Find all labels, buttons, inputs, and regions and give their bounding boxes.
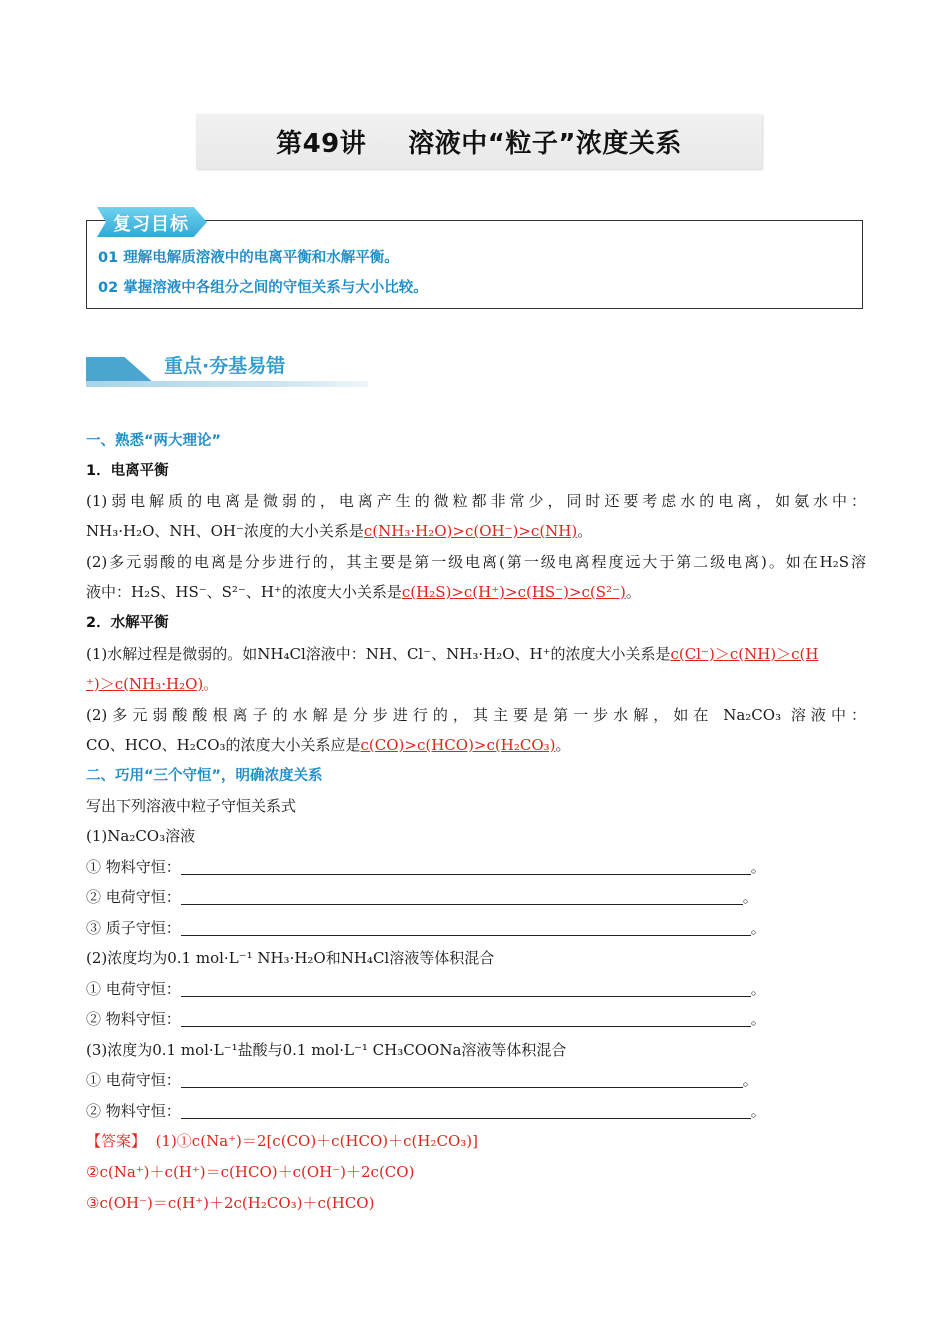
part1-p4-line2 — [86, 735, 866, 755]
q3-charge-line — [86, 1070, 866, 1090]
page-title — [276, 123, 682, 160]
part1-p1-line2 — [86, 521, 866, 541]
question-3: (3)浓度为0.1 mol·L⁻¹盐酸与0.1 mol·L⁻¹ CH₃COONa溶液等体积混合 — [86, 1041, 567, 1059]
p3-answer-a: c(Cl⁻)＞c(NH)＞c(H — [670, 645, 819, 663]
part1-sub-hydrolysis: 2．水解平衡 — [86, 615, 169, 631]
title-band — [196, 114, 762, 169]
part1-heading: 一、熟悉“两大理论” — [86, 433, 222, 449]
lecture-topic: 溶液中“粒子”浓度关系 — [408, 129, 682, 159]
answer-blank[interactable] — [181, 1072, 743, 1088]
q2-charge-line — [86, 979, 866, 999]
q1-proton-line — [86, 918, 866, 938]
question-2: (2)浓度均为0.1 mol·L⁻¹ NH₃·H₂O和NH₄Cl溶液等体积混合 — [86, 949, 495, 967]
p4-answer: c(CO)>c(HCO)>c(H₂CO₃) — [360, 736, 556, 754]
q1-charge-line — [86, 887, 866, 907]
part1-sub-ionization: 1．电离平衡 — [86, 463, 169, 479]
review-goals-tag — [97, 207, 217, 237]
answer-blank[interactable] — [181, 859, 751, 875]
part2-intro: 写出下列溶液中粒子守恒关系式 — [86, 797, 297, 815]
answer-blank[interactable] — [181, 889, 743, 905]
answer-line-2: ②c(Na⁺)＋c(H⁺)＝c(HCO)＋c(OH⁻)＋2c(CO) — [86, 1163, 415, 1181]
part1-p4-line1: (2)多元弱酸酸根离子的水解是分步进行的，其主要是第一步水解，如在 Na₂CO₃ 溶液中： — [86, 706, 866, 724]
q1-item-label: ① 物料守恒： — [86, 858, 181, 876]
p4-text: CO、HCO、H₂CO₃的浓度大小关系应是 — [86, 736, 361, 754]
p3-answer-b: ⁺)＞c(NH₃·H₂O) — [86, 675, 204, 693]
end-mark: 。 — [750, 1010, 766, 1028]
p2-answer: c(H₂S)>c(H⁺)>c(HS⁻)>c(S²⁻) — [401, 583, 626, 601]
answer-blank[interactable] — [181, 981, 751, 997]
answer-line-1 — [86, 1131, 866, 1151]
part1-p1-line1: (1)弱电解质的电离是微弱的，电离产生的微粒都非常少，同时还要考虑水的电离，如氨水中： — [86, 492, 866, 510]
p2-text: 液中：H₂S、HS⁻、S²⁻、H⁺的浓度大小关系是 — [86, 583, 402, 601]
end-mark: 。 — [750, 980, 766, 998]
q3-item-label: ① 电荷守恒： — [86, 1071, 181, 1089]
review-goals-label: 复习目标 — [113, 214, 189, 235]
q1-material-line — [86, 857, 866, 877]
banner-underline — [86, 381, 368, 387]
end-mark: 。 — [750, 858, 766, 876]
end-mark: 。 — [750, 1102, 766, 1120]
answer-blank[interactable] — [181, 920, 751, 936]
p1-answer: c(NH₃·H₂O)>c(OH⁻)>c(NH) — [363, 522, 578, 540]
section-banner-label: 重点·夯基易错 — [164, 355, 286, 377]
part2-heading: 二、巧用“三个守恒”，明确浓度关系 — [86, 768, 323, 784]
p1-text: NH₃·H₂O、NH、OH⁻浓度的大小关系是 — [86, 522, 364, 540]
p2-end: 。 — [625, 583, 641, 601]
q2-item-label: ① 电荷守恒： — [86, 980, 181, 998]
lecture-number: 第49讲 — [276, 129, 367, 159]
section-banner — [86, 357, 368, 387]
p3-text: (1)水解过程是微弱的。如NH₄Cl溶液中：NH、Cl⁻、NH₃·H₂O、H⁺的浓度大小关系是 — [86, 645, 671, 663]
q2-material-line — [86, 1009, 866, 1029]
question-1: (1)Na₂CO₃溶液 — [86, 827, 196, 845]
part1-p3-line2 — [86, 674, 866, 694]
goal-item-2: 02 掌握溶液中各组分之间的守恒关系与大小比较。 — [98, 280, 428, 296]
p4-end: 。 — [555, 736, 571, 754]
part1-p2-line1: (2)多元弱酸的电离是分步进行的，其主要是第一级电离(第一级电离程度远大于第二级电离)。如在H₂S溶 — [86, 553, 866, 571]
answer-line-3: ③c(OH⁻)＝c(H⁺)＋2c(H₂CO₃)＋c(HCO) — [86, 1194, 375, 1212]
q1-item-label: ② 电荷守恒： — [86, 888, 181, 906]
end-mark: 。 — [750, 919, 766, 937]
p1-end: 。 — [577, 522, 593, 540]
end-mark: 。 — [742, 888, 758, 906]
end-mark: 。 — [742, 1071, 758, 1089]
answer-blank[interactable] — [181, 1103, 751, 1119]
q1-item-label: ③ 质子守恒： — [86, 919, 181, 937]
part1-p3-line1 — [86, 644, 866, 664]
q2-item-label: ② 物料守恒： — [86, 1010, 181, 1028]
answer-label: 【答案】 — [86, 1132, 147, 1150]
part1-p2-line2 — [86, 582, 866, 602]
answer-blank[interactable] — [181, 1011, 751, 1027]
q3-material-line — [86, 1101, 866, 1121]
answer-text-1: (1)①c(Na⁺)＝2[c(CO)＋c(HCO)＋c(H₂CO₃)] — [155, 1132, 478, 1150]
goal-item-1: 01 理解电解质溶液中的电离平衡和水解平衡。 — [98, 250, 399, 266]
p3-end: 。 — [203, 675, 219, 693]
q3-item-label: ② 物料守恒： — [86, 1102, 181, 1120]
